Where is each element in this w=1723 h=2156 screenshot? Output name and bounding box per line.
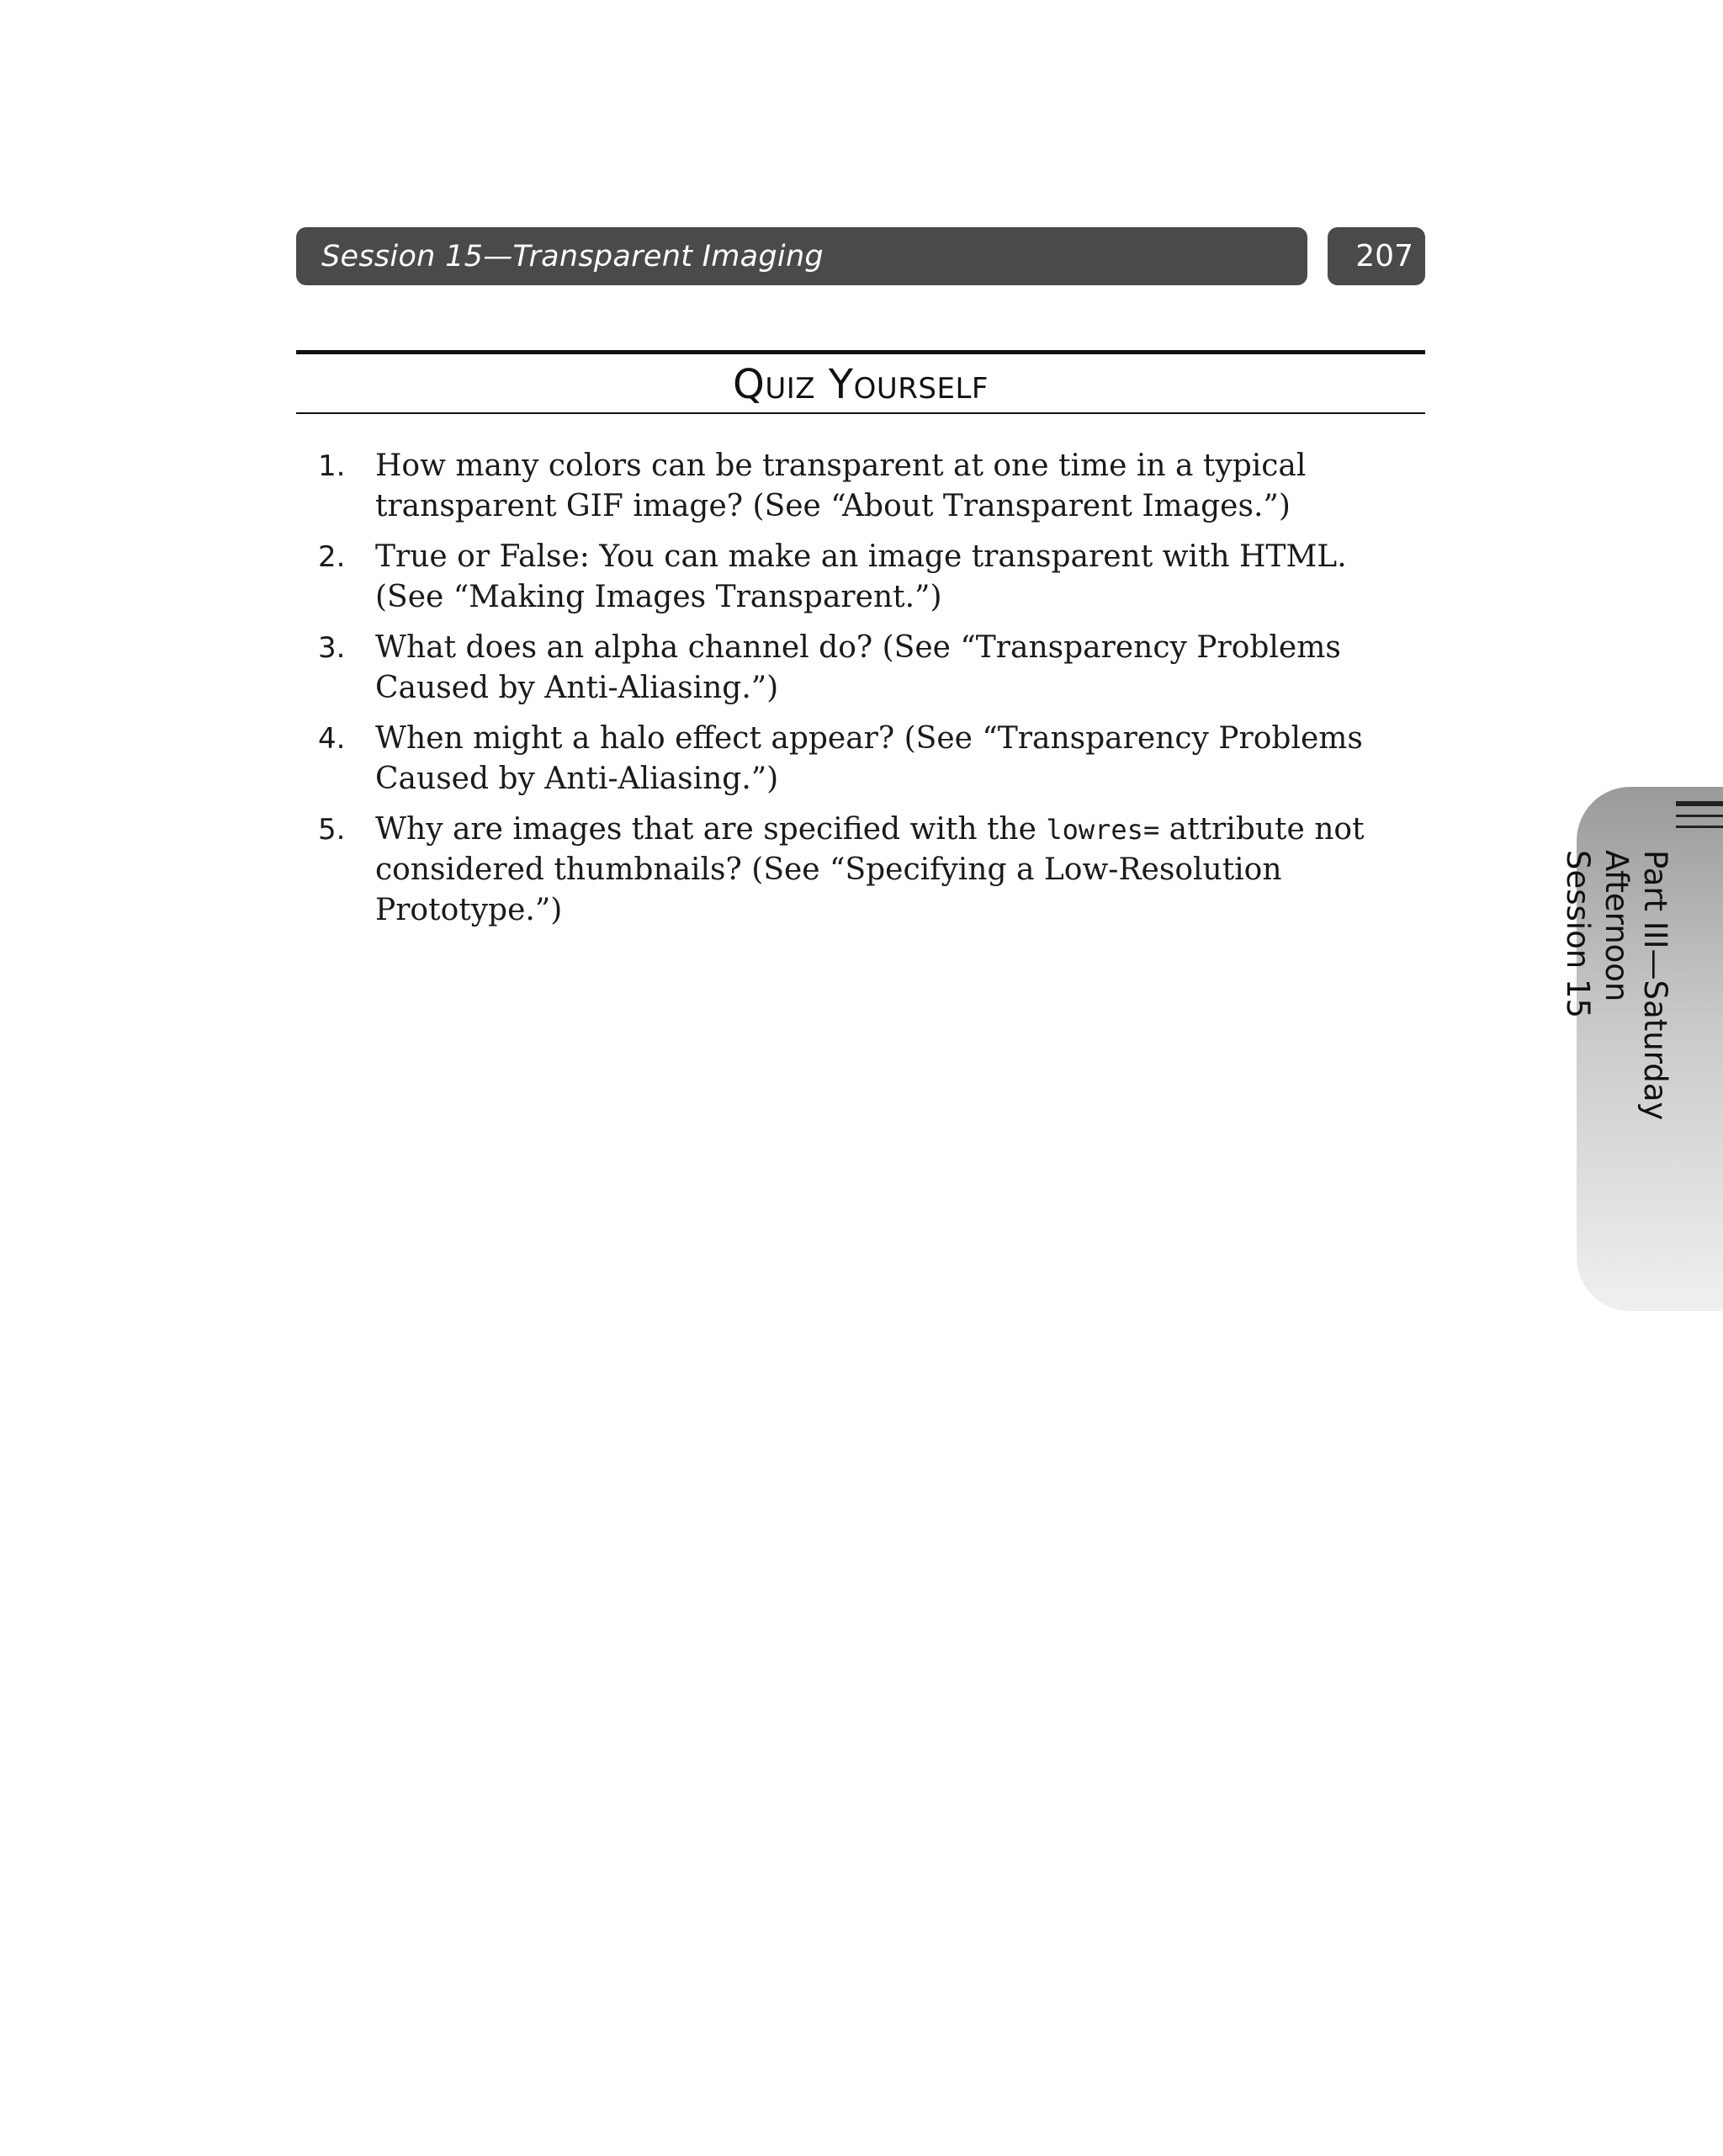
heading-rule-top (296, 350, 1425, 354)
quiz-item-number: 4. (318, 722, 346, 756)
quiz-item-number: 5. (318, 813, 346, 847)
running-header-title: Session 15—Transparent Imaging (321, 239, 824, 273)
quiz-item-text: How many colors can be transparent at one time in a typical transparent GIF image? (See “About Transparent Images.”) (375, 449, 1307, 523)
quiz-item-code: lowres= (1046, 814, 1160, 846)
quiz-list (296, 446, 1423, 941)
page-number-box (1328, 227, 1425, 285)
quiz-item-text: What does an alpha channel do? (See “Transparency Problems Caused by Anti-Aliasing.”) (375, 630, 1341, 705)
thumb-tab-session: Session 15 (1560, 850, 1596, 1019)
quiz-item (296, 719, 1423, 799)
thumb-tab-part: Part III—Saturday Afternoon (1598, 850, 1673, 1121)
thumb-tab-line (1676, 826, 1723, 828)
quiz-item-number: 3. (318, 631, 346, 665)
page-number: 207 (1355, 239, 1413, 273)
quiz-item (296, 628, 1423, 709)
quiz-item-number: 2. (318, 540, 346, 574)
thumb-tab-label (1560, 850, 1674, 1262)
thumb-tab-line (1676, 801, 1723, 806)
section-heading: Quiz Yourself (733, 361, 989, 408)
quiz-item-text: When might a halo effect appear? (See “Transparency Problems Caused by Anti-Aliasing.”) (375, 721, 1363, 796)
quiz-item (296, 446, 1423, 527)
quiz-item-text-before: Why are images that are specified with the (375, 812, 1047, 847)
quiz-item (296, 537, 1423, 618)
thumb-tab-line (1676, 815, 1723, 817)
quiz-item-text: True or False: You can make an image transparent with HTML. (See “Making Images Transparent.”) (375, 539, 1347, 614)
quiz-item-number: 1. (318, 449, 346, 483)
quiz-item-text-after: attribute not considered thumbnails? (See “Specifying a Low-Resolution Prototype.”) (375, 812, 1365, 927)
heading-rule-bottom (296, 412, 1425, 414)
running-header (296, 227, 1307, 285)
quiz-item (296, 810, 1423, 931)
thumb-tab-lines (1676, 801, 1723, 836)
